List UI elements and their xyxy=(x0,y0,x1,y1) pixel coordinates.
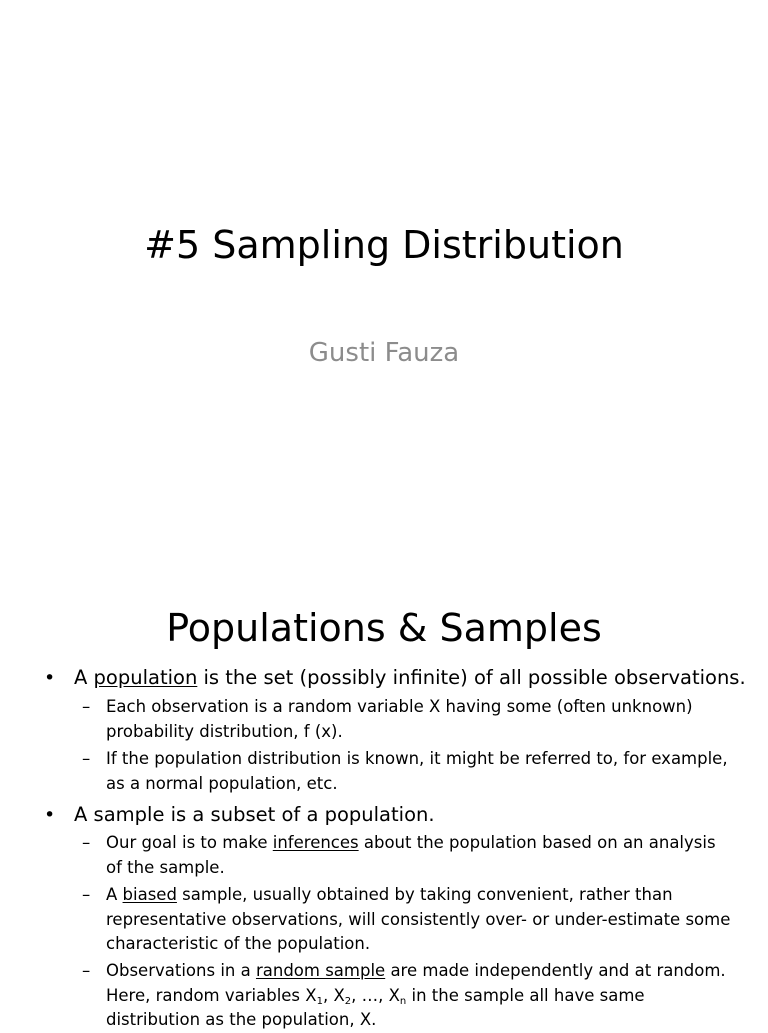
sub-bullet-text: , X xyxy=(322,985,345,1005)
sub-bullet-text: sample, usually obtained by taking convenient, rather than representative observations, will consistently over- or under-estimate some characteristic of the population. xyxy=(106,885,731,953)
sub-bullet-observation: Each observation is a random variable X having some (often unknown) probability distribution, f (x). xyxy=(106,697,693,741)
bullet-sample: A sample is a subset of a population. xyxy=(74,803,435,826)
subscript: n xyxy=(399,995,407,1007)
term-biased: biased xyxy=(122,885,177,904)
subscript: 2 xyxy=(344,995,352,1007)
sub-bullet-text: , …, X xyxy=(351,985,400,1005)
sub-bullet-marker: – xyxy=(82,833,91,852)
sub-bullet-marker: – xyxy=(82,885,91,904)
bullet-text: is the set (possibly infinite) of all possible observations. xyxy=(197,666,746,689)
sub-bullet-marker: – xyxy=(82,961,91,980)
subscript: 1 xyxy=(316,995,323,1007)
sub-bullet-marker: – xyxy=(82,697,91,716)
slide-title: #5 Sampling Distribution xyxy=(144,223,624,267)
sub-bullet-random-sample xyxy=(106,959,731,1033)
slide-heading: Populations & Samples xyxy=(166,606,602,650)
sub-bullet-biased xyxy=(106,883,731,957)
bullet-population xyxy=(74,666,746,690)
sub-bullet-known-distribution: If the population distribution is known, it might be referred to, for example, as a normal population, etc. xyxy=(106,749,728,793)
bullet-text: A xyxy=(74,666,94,689)
sub-bullet-text: Our goal is to make xyxy=(106,833,273,852)
sub-bullet-text: in the sample all have same distribution as the population, X. xyxy=(106,985,645,1029)
term-inferences: inferences xyxy=(272,833,359,852)
sub-bullet-text: A xyxy=(106,885,123,904)
bullet-marker: • xyxy=(44,667,56,689)
sub-bullet-text: Observations in a xyxy=(106,961,256,980)
sub-bullet-text: are made independently and at random. Here, random variables X xyxy=(106,961,726,1005)
term-random-sample: random sample xyxy=(255,961,386,980)
bullet-marker: • xyxy=(44,804,56,826)
term-population: population xyxy=(93,666,198,689)
sub-bullet-text: about the population based on an analysis of the sample. xyxy=(106,833,716,877)
sub-bullet-inferences xyxy=(106,831,731,880)
slide-subtitle: Gusti Fauza xyxy=(308,338,460,368)
sub-bullet-marker: – xyxy=(82,749,91,768)
